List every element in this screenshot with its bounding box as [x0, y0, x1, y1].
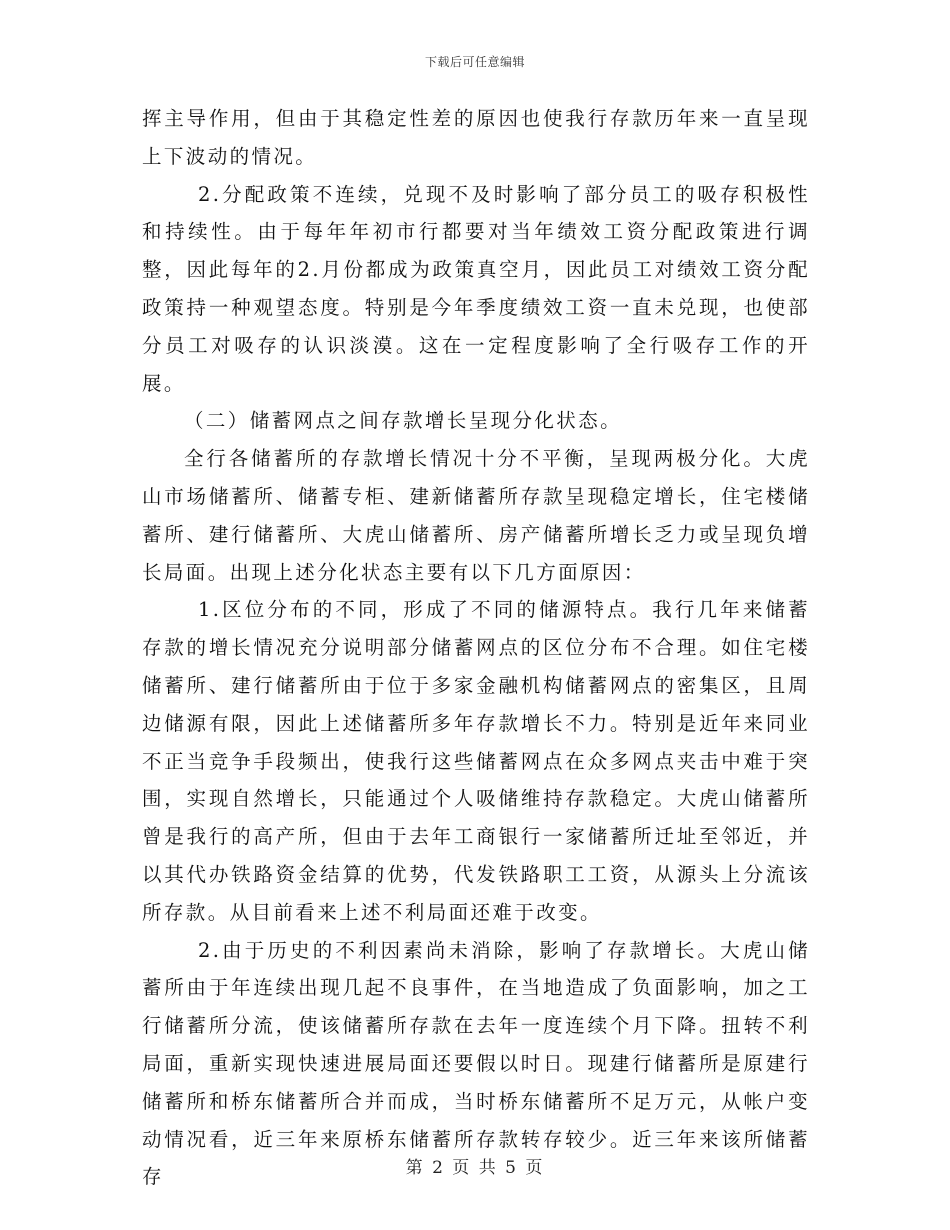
page-number: 第 2 页 共 5 页: [405, 1158, 545, 1178]
page-header-note: 下载后可任意编辑: [424, 55, 525, 69]
paragraph-item-2-history: 2.由于历史的不利因素尚未消除，影响了存款增长。大虎山储蓄所由于年连续出现几起不良事件，在当地造成了负面影响，加之工行储蓄所分流，使该储蓄所存款在去年一度连续个月下降。扭转不利局面，重新实现快速进展局面还要假以时日。现建行储蓄所是原建行储蓄所和桥东储蓄所合并而成，当时桥东储蓄所不足万元，从帐户变动情况看，近三年来原桥东储蓄所存款转存较少。近三年来该所储蓄存: [142, 938, 810, 1189]
document-body: [142, 100, 810, 1196]
section-heading-2: （二）储蓄网点之间存款增长呈现分化状态。: [184, 409, 623, 433]
paragraph-item-2-policy: 2.分配政策不连续，兑现不及时影响了部分员工的吸存积极性和持续性。由于每年年初市行都要对当年绩效工资分配政策进行调整，因此每年的2.月份都成为政策真空月，因此员工对绩效工资分配政策持一种观望态度。特别是今年季度绩效工资一直未兑现，也使部分员工对吸存的认识淡漠。这在一定程度影响了全行吸存工作的开展。: [142, 182, 810, 395]
paragraph-item-1-location: 1.区位分布的不同，形成了不同的储源特点。我行几年来储蓄存款的增长情况充分说明部分储蓄网点的区位分布不合理。如住宅楼储蓄所、建行储蓄所由于位于多家金融机构储蓄网点的密集区，且周边储源有限，因此上述储蓄所多年存款增长不力。特别是近年来同业不正当竞争手段频出，使我行这些储蓄网点在众多网点夹击中难于突围，实现自然增长，只能通过个人吸储维持存款稳定。大虎山储蓄所曾是我行的高产所，但由于去年工商银行一家储蓄所迁址至邻近，并以其代办铁路资金结算的优势，代发铁路职工工资，从源头上分流该所存款。从目前看来上述不利局面还难于改变。: [142, 598, 810, 924]
paragraph-continuation: 挥主导作用，但由于其稳定性差的原因也使我行存款历年来一直呈现上下波动的情况。: [142, 107, 810, 168]
paragraph-overview: 全行各储蓄所的存款增长情况十分不平衡，呈现两极分化。大虎山市场储蓄所、储蓄专柜、建新储蓄所存款呈现稳定增长，住宅楼储蓄所、建行储蓄所、大虎山储蓄所、房产储蓄所增长乏力或呈现负增长局面。出现上述分化状态主要有以下几方面原因：: [142, 447, 810, 584]
